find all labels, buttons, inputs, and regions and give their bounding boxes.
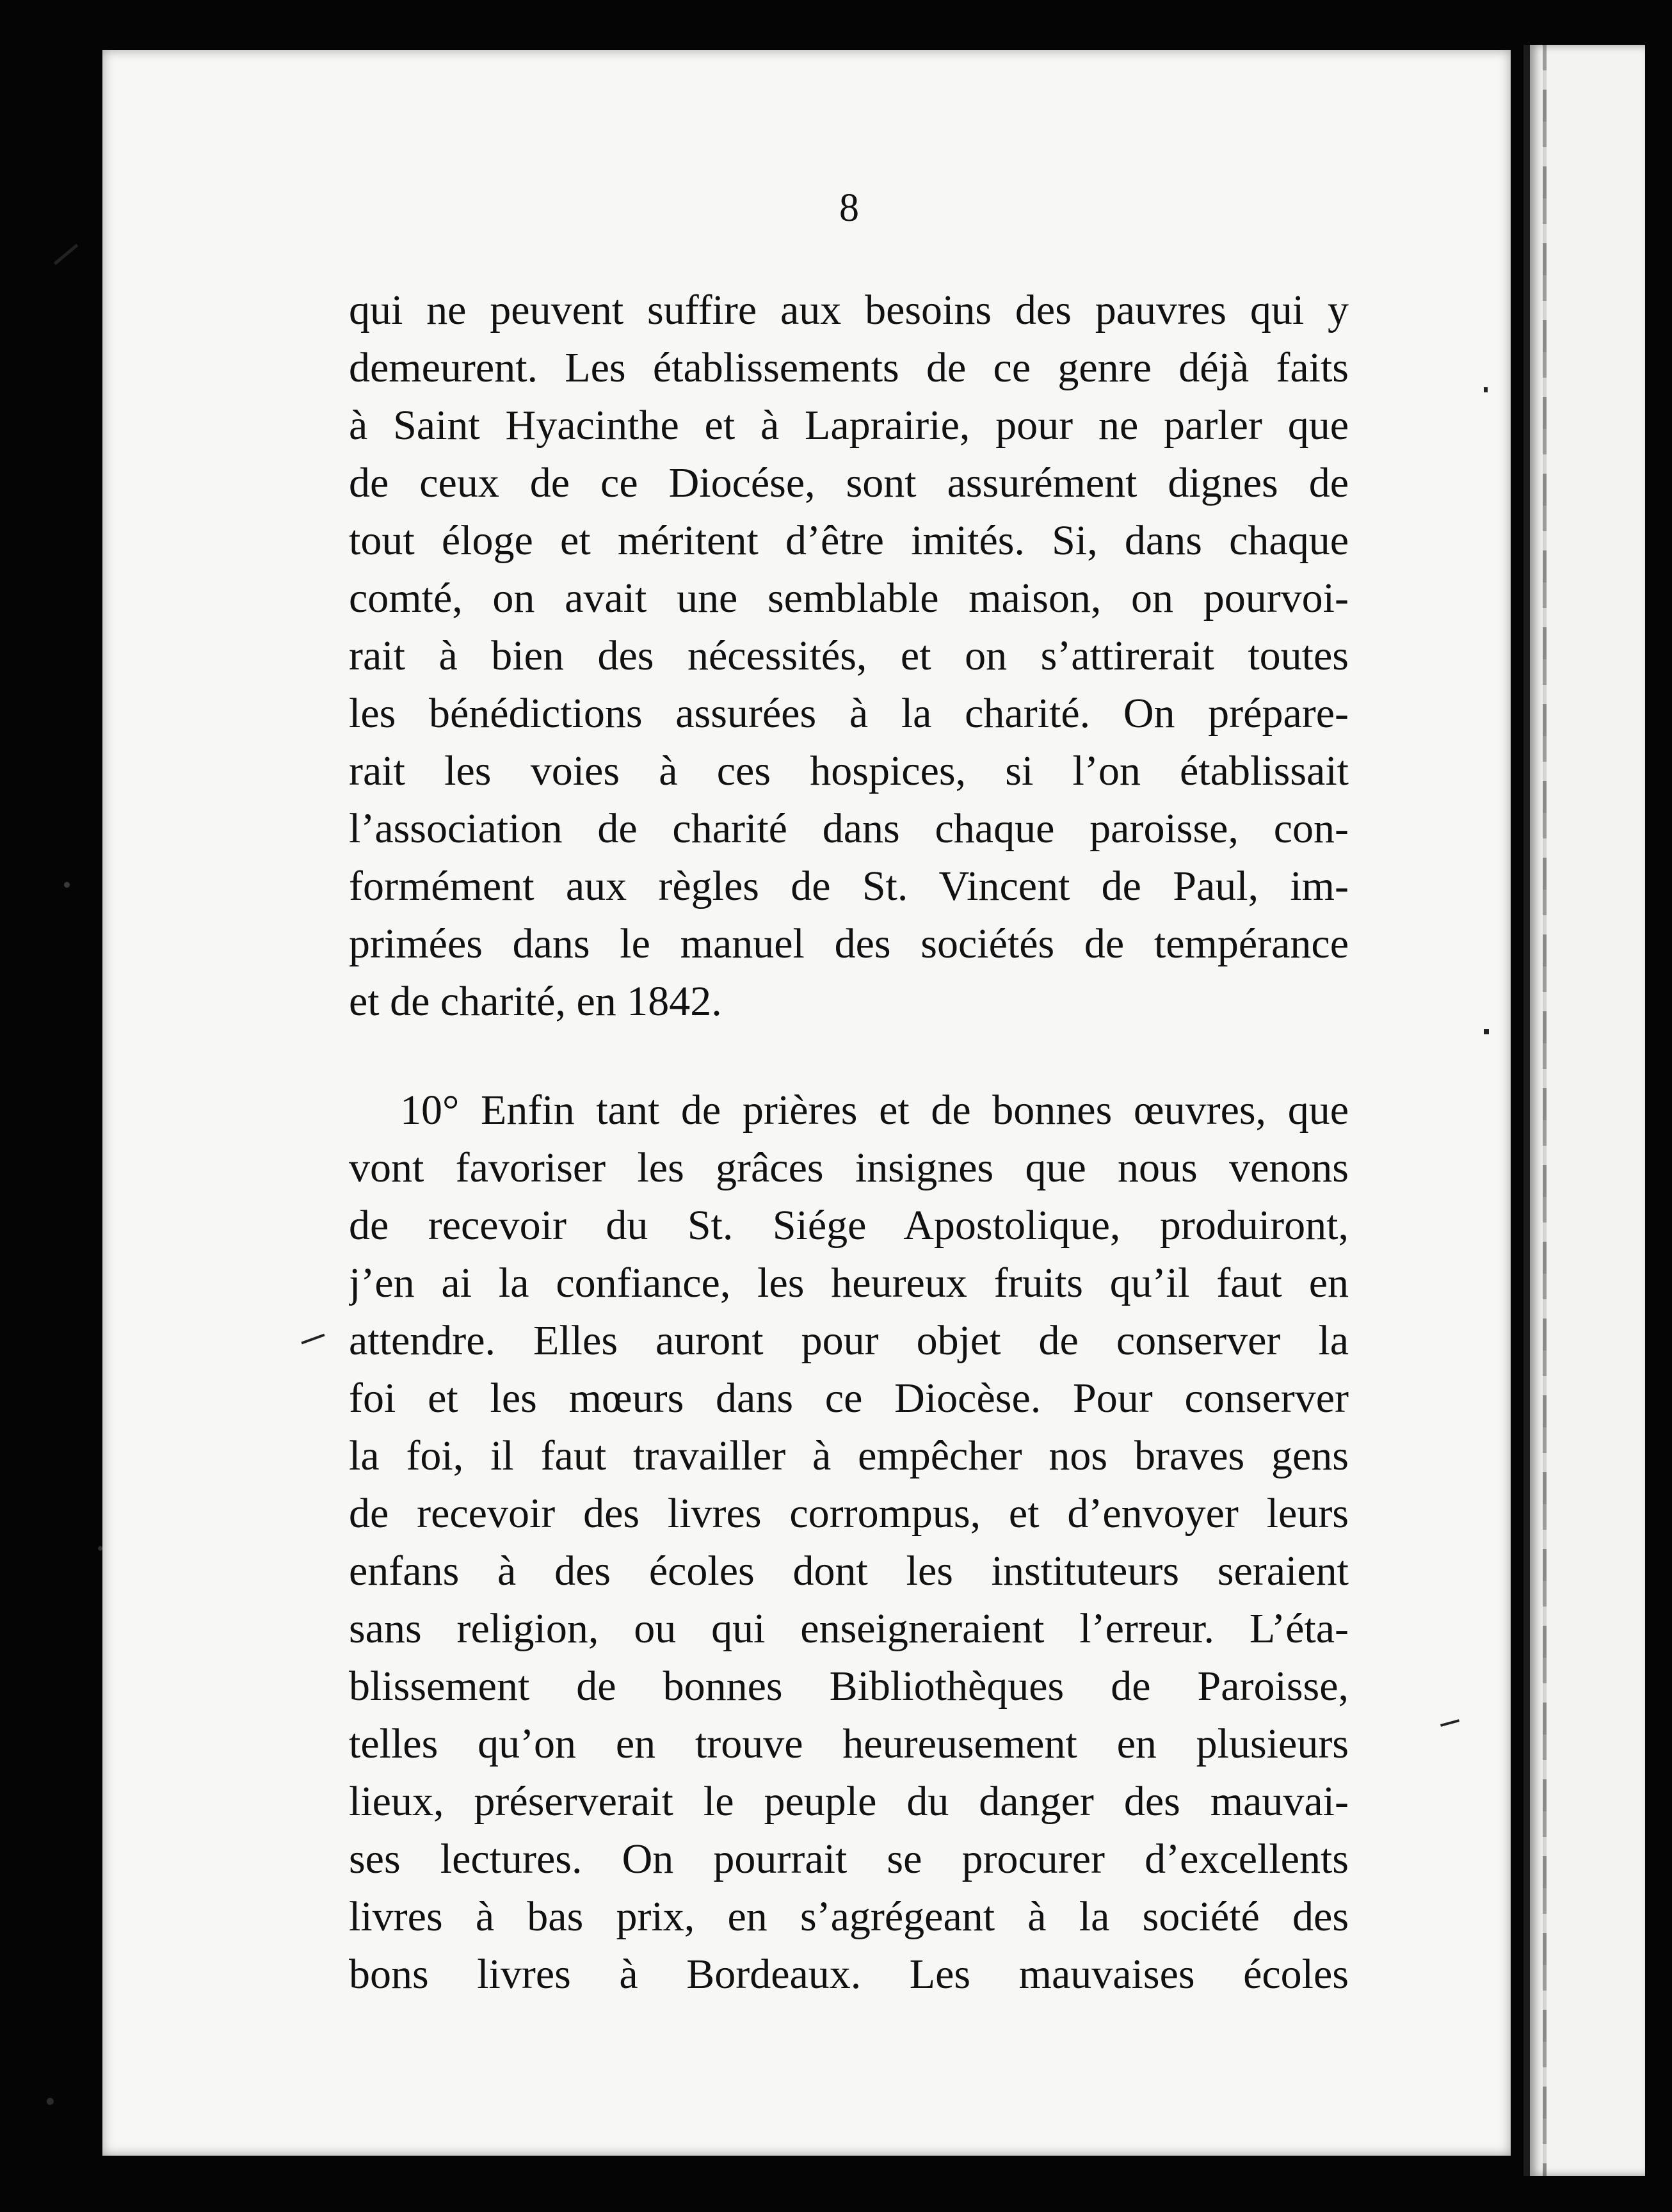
text-line: demeurent. Les établissements de ce genre déjà faits — [349, 344, 1349, 391]
scan-artifact — [1484, 387, 1488, 392]
scan-artifact — [1484, 1029, 1489, 1034]
text-line: à Saint Hyacinthe et à Laprairie, pour ne parler que — [349, 402, 1349, 449]
text-line: de recevoir des livres corrompus, et d’envoyer leurs — [349, 1490, 1349, 1537]
text-line: la foi, il faut travailler à empêcher nos braves gens — [349, 1432, 1349, 1479]
text-line: attendre. Elles auront pour objet de conserver la — [349, 1317, 1349, 1364]
text-line: l’association de charité dans chaque paroisse, con- — [349, 805, 1349, 852]
text-line: qui ne peuvent suffire aux besoins des pauvres qui y — [349, 287, 1349, 333]
text-line: lieux, préserverait le peuple du danger des mauvai- — [349, 1778, 1349, 1825]
text-line: vont favoriser les grâces insignes que nous venons — [349, 1144, 1349, 1191]
text-line: livres à bas prix, en s’agrégeant à la société des — [349, 1893, 1349, 1940]
text-line: foi et les mœurs dans ce Diocèse. Pour conserver — [349, 1375, 1349, 1422]
text-line: bons livres à Bordeaux. Les mauvaises écoles — [349, 1951, 1349, 1998]
text-line: primées dans le manuel des sociétés de tempérance — [349, 920, 1349, 967]
text-line: telles qu’on en trouve heureusement en plusieurs — [349, 1720, 1349, 1767]
text-line: rait les voies à ces hospices, si l’on établissait — [349, 748, 1349, 794]
text-line: de recevoir du St. Siége Apostolique, produiront, — [349, 1202, 1349, 1249]
paragraph-gap — [349, 1030, 1349, 1082]
text-line: et de charité, en 1842. — [349, 978, 722, 1025]
text-line: sans religion, ou qui enseigneraient l’erreur. L’éta- — [349, 1605, 1349, 1652]
text-line: blissement de bonnes Bibliothèques de Paroisse, — [349, 1663, 1349, 1710]
text-line: tout éloge et méritent d’être imités. Si, dans chaque — [349, 517, 1349, 564]
text-line: enfans à des écoles dont les instituteurs seraient — [349, 1548, 1349, 1594]
text-line: rait à bien des nécessités, et on s’attirerait toutes — [349, 632, 1349, 679]
page-number: 8 — [839, 186, 859, 230]
text-line: 10° Enfin tant de prières et de bonnes œuvres, que — [400, 1087, 1349, 1134]
text-line: formément aux règles de St. Vincent de Paul, im- — [349, 863, 1349, 910]
facing-page-edge — [1523, 45, 1645, 2176]
text-line: ses lectures. On pourrait se procurer d’excellents — [349, 1836, 1349, 1882]
text-line: comté, on avait une semblable maison, on pourvoi- — [349, 575, 1349, 621]
text-line: de ceux de ce Diocése, sont assurément dignes de — [349, 460, 1349, 506]
text-line: les bénédictions assurées à la charité. On prépare- — [349, 690, 1349, 737]
page-edge-shadow — [1543, 45, 1547, 2176]
body-text — [349, 282, 1349, 2003]
text-line: j’en ai la confiance, les heureux fruits qu’il faut en — [349, 1260, 1349, 1306]
